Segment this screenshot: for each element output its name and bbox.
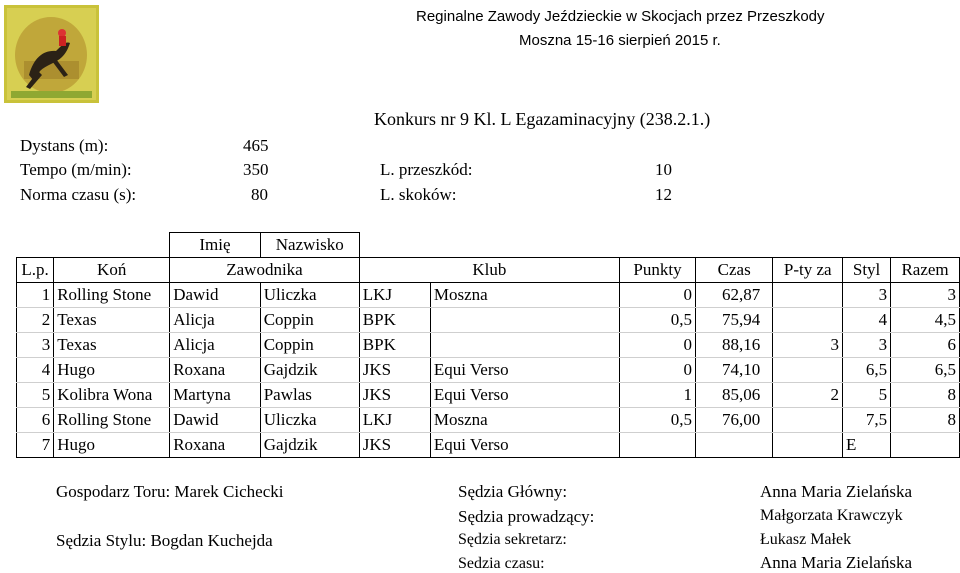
obstacles-value: 10 [655,160,672,179]
cell-total: 4,5 [891,308,960,333]
cell-club-code: LKJ [359,408,430,433]
cell-lp: 4 [17,358,54,383]
cell-club-code: JKS [359,383,430,408]
competition-title: Konkurs nr 9 Kl. L Egazaminacyjny (238.2.1.) [374,109,711,129]
cell-first-name: Dawid [170,408,261,433]
cell-horse: Kolibra Wona [54,383,170,408]
cell-time-penalty [773,308,843,333]
cell-points: 0 [619,333,695,358]
cell-time-penalty [773,433,843,458]
cell-first-name: Martyna [170,383,261,408]
timekeeper-label: Sedzia czasu: [458,555,545,572]
cell-points: 1 [619,383,695,408]
cell-last-name: Gajdzik [260,358,359,383]
cell-first-name: Alicja [170,308,261,333]
table-row [17,408,960,433]
cell-first-name: Roxana [170,358,261,383]
cell-first-name: Alicja [170,333,261,358]
cell-horse: Texas [54,333,170,358]
col-header-zawodnika: Zawodnika [170,258,360,283]
col-header-punkty: Punkty [619,258,695,283]
cell-last-name: Uliczka [260,408,359,433]
cell-last-name: Gajdzik [260,433,359,458]
cell-horse: Rolling Stone [54,283,170,308]
cell-club-code: JKS [359,433,430,458]
cell-club-name [430,308,619,333]
cell-style: 6,5 [843,358,891,383]
col-header-ptyza: P-ty za [773,258,843,283]
cell-lp: 6 [17,408,54,433]
event-date: Moszna 15-16 sierpień 2015 r. [519,32,721,49]
table-row [17,383,960,408]
show-jumping-logo [4,5,99,103]
cell-horse: Rolling Stone [54,408,170,433]
table-row [17,333,960,358]
cell-style: 7,5 [843,408,891,433]
cell-points: 0 [619,358,695,383]
presiding-judge-label: Sędzia prowadzący: [458,507,595,526]
cell-time [695,433,772,458]
cell-time-penalty [773,408,843,433]
obstacles-label: L. przeszkód: [380,160,473,179]
cell-total: 8 [891,383,960,408]
col-header-czas: Czas [695,258,772,283]
cell-club-name: Equi Verso [430,358,619,383]
col-header-kon: Koń [54,258,170,283]
cell-points: 0,5 [619,308,695,333]
table-row [17,283,960,308]
cell-last-name: Pawlas [260,383,359,408]
cell-total: 6,5 [891,358,960,383]
cell-club-code: BPK [359,333,430,358]
cell-club-name [430,333,619,358]
secretary-name: Łukasz Małek [760,531,852,548]
cell-style: 3 [843,333,891,358]
cell-points [619,433,695,458]
cell-style: 3 [843,283,891,308]
cell-horse: Hugo [54,433,170,458]
cell-style: 5 [843,383,891,408]
table-row [17,433,960,458]
cell-club-code: JKS [359,358,430,383]
cell-first-name: Roxana [170,433,261,458]
cell-total: 6 [891,333,960,358]
col-header-nazwisko: Nazwisko [260,233,359,258]
cell-last-name: Coppin [260,333,359,358]
cell-horse: Hugo [54,358,170,383]
cell-style: E [843,433,891,458]
cell-lp: 2 [17,308,54,333]
secretary-label: Sędzia sekretarz: [458,531,567,548]
event-title: Reginalne Zawody Jeździeckie w Skocjach przez Przeszkody [416,8,825,25]
cell-lp: 7 [17,433,54,458]
cell-time: 88,16 [695,333,772,358]
timekeeper-name: Anna Maria Zielańska [760,553,912,572]
jumps-value: 12 [655,185,672,204]
cell-time-penalty: 3 [773,333,843,358]
cell-points: 0,5 [619,408,695,433]
tempo-label: Tempo (m/min): [20,160,132,179]
results-table [16,232,960,458]
distance-value: 465 [243,136,269,155]
style-judge: Sędzia Stylu: Bogdan Kuchejda [56,531,273,550]
chief-judge-label: Sędzia Główny: [458,482,568,501]
cell-total [891,433,960,458]
time-norm-value: 80 [251,185,268,204]
col-header-imie: Imię [170,233,261,258]
col-header-klub: Klub [359,258,619,283]
cell-time-penalty: 2 [773,383,843,408]
cell-time: 74,10 [695,358,772,383]
table-row [17,358,960,383]
col-header-lp: L.p. [17,258,54,283]
cell-lp: 5 [17,383,54,408]
cell-last-name: Uliczka [260,283,359,308]
table-row [17,308,960,333]
cell-club-code: BPK [359,308,430,333]
chief-judge-name: Anna Maria Zielańska [760,482,912,501]
course-designer: Gospodarz Toru: Marek Cichecki [56,482,284,501]
cell-club-name: Moszna [430,283,619,308]
cell-total: 8 [891,408,960,433]
col-header-razem: Razem [891,258,960,283]
cell-total: 3 [891,283,960,308]
cell-club-name: Equi Verso [430,433,619,458]
cell-lp: 1 [17,283,54,308]
header-row [17,258,960,283]
cell-horse: Texas [54,308,170,333]
time-norm-label: Norma czasu (s): [20,185,137,204]
cell-time-penalty [773,283,843,308]
cell-time: 62,87 [695,283,772,308]
cell-points: 0 [619,283,695,308]
presiding-judge-name: Małgorzata Krawczyk [760,507,903,524]
col-header-styl: Styl [843,258,891,283]
cell-club-name: Equi Verso [430,383,619,408]
cell-time: 85,06 [695,383,772,408]
cell-club-code: LKJ [359,283,430,308]
cell-last-name: Coppin [260,308,359,333]
cell-club-name: Moszna [430,408,619,433]
jumps-label: L. skoków: [380,185,457,204]
sub-header-row [17,233,960,258]
cell-time: 75,94 [695,308,772,333]
cell-lp: 3 [17,333,54,358]
cell-time: 76,00 [695,408,772,433]
distance-label: Dystans (m): [20,136,109,155]
cell-first-name: Dawid [170,283,261,308]
cell-time-penalty [773,358,843,383]
cell-style: 4 [843,308,891,333]
tempo-value: 350 [243,160,269,179]
